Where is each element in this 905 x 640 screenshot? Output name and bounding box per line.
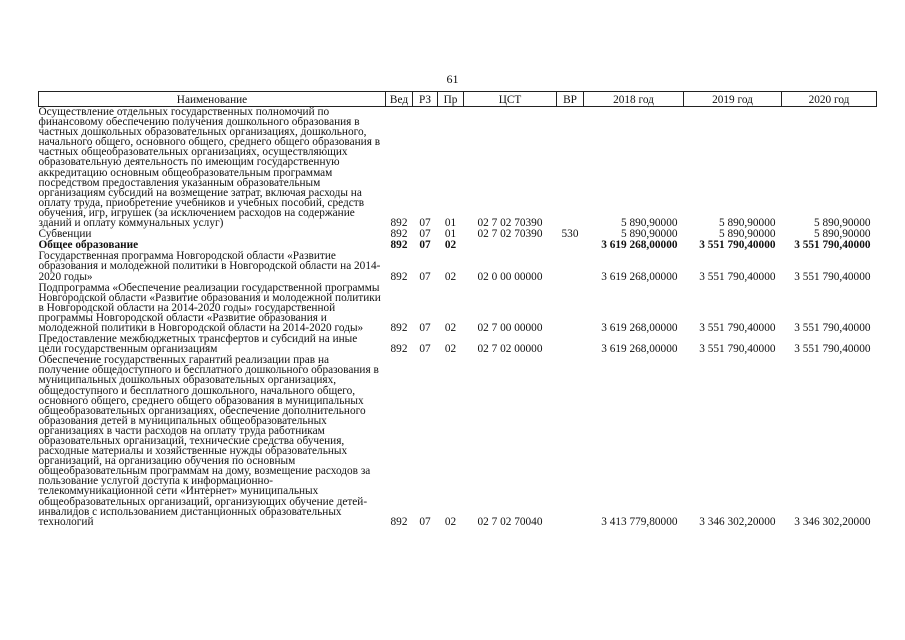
row-rz: 07 [419, 321, 431, 334]
row-amount-2020: 3 551 790,40000 [794, 270, 871, 283]
row-rz: 07 [419, 270, 431, 283]
row-name: Общее образование [38, 239, 139, 252]
row-rz: 07 [419, 217, 431, 230]
row-rz: 07 [419, 228, 431, 241]
row-cst: 02 7 02 70040 [477, 515, 543, 528]
budget-table [38, 91, 877, 528]
row-pr: 02 [444, 270, 457, 283]
row-cst: 02 7 00 00000 [477, 321, 543, 334]
header-cst: ЦСТ [464, 92, 557, 107]
row-vr [557, 334, 584, 355]
row-name: Предоставление межбюджетных трансфертов и субсидий на иные цели государственным организациям [38, 333, 358, 356]
row-vr: 530 [561, 228, 579, 241]
header-row [39, 92, 877, 107]
row-vr [557, 240, 584, 251]
row-pr: 01 [444, 217, 457, 230]
row-amount-2020: 5 890,90000 [814, 217, 871, 230]
table-row [39, 355, 877, 528]
row-pr: 02 [444, 321, 457, 334]
row-amount-2020: 3 346 302,20000 [794, 515, 871, 528]
row-ved: 892 [390, 321, 408, 334]
row-amount-2019: 3 551 790,40000 [699, 321, 776, 334]
header-2019: 2019 год [684, 92, 782, 107]
row-amount-2020: 5 890,90000 [814, 228, 871, 241]
row-amount-2018: 3 619 268,00000 [601, 321, 678, 334]
row-pr: 01 [444, 228, 457, 241]
row-ved: 892 [390, 228, 408, 241]
row-name: Обеспечение государственных гарантий реализации прав на получение общедоступного и бесплатного дошкольного образования в муниципальных дошкольных образовательных организациях, общедоступного и бесплатного дошкольного, начального общего, основного общего, среднего общего образования в муниципальных общеобразовательных организациях, обеспечение дополнительного образования детей в муниципальных общеобразовательных организациях в части расходов на оплату труда работникам образовательных организаций, технические средства обучения, расходные материалы и хозяйственные нужды образовательных организаций, на организацию обучения по основным общеобразовательным программам на дому, возмещение расходов за пользование услугой доступа к информационно-телекоммуникационной сети «Интернет» муниципальных общеобразовательных организаций, организующих обучение детей-инвалидов с использованием дистанционных образовательных технологий [38, 354, 379, 528]
row-amount-2019: 3 551 790,40000 [699, 343, 776, 356]
row-ved: 892 [390, 217, 408, 230]
row-amount-2018: 5 890,90000 [621, 217, 678, 230]
row-ved: 892 [390, 270, 408, 283]
row-rz: 07 [419, 343, 431, 356]
row-amount-2020: 3 551 790,40000 [794, 343, 871, 356]
row-name: Государственная программа Новгородской области «Развитие образования и молодежной политики в Новгородской области на 2014-2020 годы» [38, 250, 381, 283]
row-amount-2019: 5 890,90000 [719, 217, 776, 230]
header-name: Наименование [39, 92, 386, 107]
row-ved: 892 [390, 239, 408, 252]
table-row [39, 107, 877, 230]
row-vr [557, 251, 584, 282]
row-amount-2019: 5 890,90000 [719, 228, 776, 241]
row-name: Субвенции [38, 228, 92, 241]
row-amount-2018: 3 619 268,00000 [601, 239, 678, 252]
table-row [39, 334, 877, 355]
row-pr: 02 [444, 239, 457, 252]
row-vr [557, 355, 584, 528]
header-2020: 2020 год [782, 92, 877, 107]
row-pr: 02 [444, 515, 457, 528]
row-cst [464, 240, 557, 251]
header-ved: Вед [386, 92, 413, 107]
row-rz: 07 [419, 239, 431, 252]
row-amount-2020: 3 551 790,40000 [794, 321, 871, 334]
row-cst: 02 7 02 70390 [477, 228, 543, 241]
table-row [39, 251, 877, 282]
row-amount-2019: 3 346 302,20000 [699, 515, 776, 528]
row-amount-2018: 3 619 268,00000 [601, 343, 678, 356]
row-rz: 07 [419, 515, 431, 528]
header-pr: Пр [438, 92, 464, 107]
row-ved: 892 [390, 515, 408, 528]
row-amount-2018: 3 413 779,80000 [601, 515, 678, 528]
row-amount-2020: 3 551 790,40000 [794, 239, 871, 252]
row-name: Осуществление отдельных государственных полномочий по финансовому обеспечению получения дошкольного образования в частных дошкольных образовательных организациях, дошкольного, начального общего, основного общего, среднего общего образования в частных общеобразовательных организациях, осуществляющих образовательную деятельность по имеющим государственную аккредитацию основным общеобразовательным программам посредством предоставления указанным образовательным организациям субсидий на возмещение затрат, включая расходы на оплату труда, приобретение учебников и учебных пособий, средств обучения, игр, игрушек (за исключением расходов на содержание зданий и оплату коммунальных услуг) [38, 106, 381, 230]
row-amount-2018: 3 619 268,00000 [601, 270, 678, 283]
page-number: 61 [446, 72, 459, 86]
row-amount-2019: 3 551 790,40000 [699, 239, 776, 252]
header-vr: ВР [557, 92, 584, 107]
row-vr [557, 107, 584, 230]
row-cst: 02 7 02 00000 [477, 343, 543, 356]
row-ved: 892 [390, 343, 408, 356]
table-row [39, 283, 877, 334]
row-cst: 02 0 00 00000 [477, 270, 543, 283]
row-name: Подпрограмма «Обеспечение реализации государственной программы Новгородской области «Развитие образования и молодежной политики в Новгородской области на 2014-2020 годы» государственной программы Новгородской области «Развитие образования и молодежной политики в Новгородской области на 2014-2020 годы» [38, 281, 381, 334]
row-vr [557, 283, 584, 334]
row-cst: 02 7 02 70390 [477, 217, 543, 230]
row-amount-2018: 5 890,90000 [621, 228, 678, 241]
header-2018: 2018 год [584, 92, 684, 107]
row-pr: 02 [444, 343, 457, 356]
header-rz: РЗ [413, 92, 438, 107]
row-amount-2019: 3 551 790,40000 [699, 270, 776, 283]
